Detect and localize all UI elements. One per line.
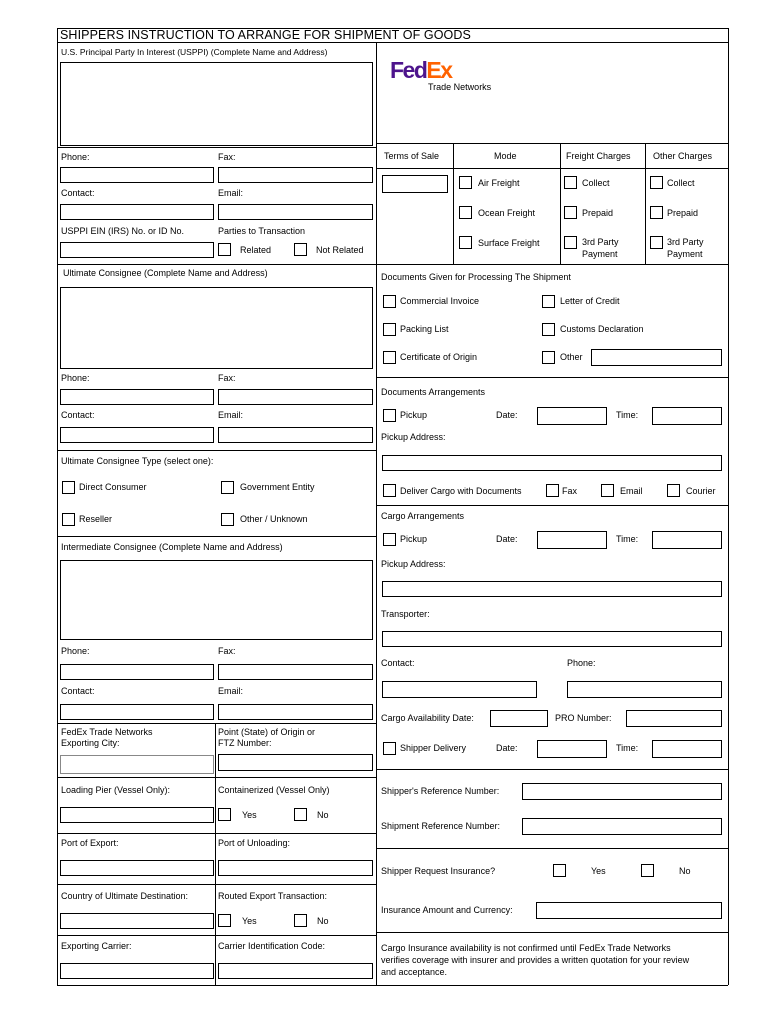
- certificate-origin-label: Certificate of Origin: [400, 352, 478, 362]
- freight-collect-label: Collect: [582, 178, 610, 188]
- mode-header: Mode: [494, 151, 517, 161]
- other-collect-checkbox[interactable]: [650, 176, 663, 189]
- logo-ex: Ex: [426, 57, 452, 83]
- cargo-availability-field[interactable]: [490, 710, 548, 727]
- docs-time-field[interactable]: [652, 407, 722, 425]
- rule: [57, 777, 376, 778]
- docs-date-field[interactable]: [537, 407, 607, 425]
- air-freight-checkbox[interactable]: [459, 176, 472, 189]
- ocean-freight-checkbox[interactable]: [459, 206, 472, 219]
- intermediate-phone-field[interactable]: [60, 664, 214, 680]
- consignee-contact-label: Contact:: [61, 410, 95, 420]
- related-checkbox[interactable]: [218, 243, 231, 256]
- point-origin-field[interactable]: [218, 754, 373, 771]
- consignee-phone-label: Phone:: [61, 373, 90, 383]
- commercial-invoice-checkbox[interactable]: [383, 295, 396, 308]
- rule: [215, 723, 216, 985]
- rule: [376, 505, 728, 506]
- docs-time-label: Time:: [616, 410, 639, 420]
- shipment-ref-label: Shipment Reference Number:: [381, 821, 501, 831]
- containerized-yes-checkbox[interactable]: [218, 808, 231, 821]
- not-related-checkbox[interactable]: [294, 243, 307, 256]
- insurance-amount-label: Insurance Amount and Currency:: [381, 905, 513, 915]
- rule: [57, 536, 376, 537]
- rule: [57, 450, 376, 451]
- usppi-phone-label: Phone:: [61, 152, 90, 162]
- containerized-no-label: No: [317, 810, 329, 820]
- frame-left: [57, 28, 58, 985]
- freight-prepaid-checkbox[interactable]: [564, 206, 577, 219]
- usppi-contact-field[interactable]: [60, 204, 214, 220]
- other-doc-label: Other: [560, 352, 583, 362]
- other-prepaid-label: Prepaid: [667, 208, 699, 218]
- docs-given-header: Documents Given for Processing The Shipment: [381, 272, 571, 282]
- form-title: SHIPPERS INSTRUCTION TO ARRANGE FOR SHIPMENT OF GOODS: [60, 28, 471, 42]
- loading-pier-label: Loading Pier (Vessel Only):: [61, 785, 171, 795]
- docs-pickup-address-field[interactable]: [382, 455, 722, 471]
- insurance-question-label: Shipper Request Insurance?: [381, 866, 496, 876]
- freight-third-party-label-line1: 3rd Party: [582, 237, 619, 247]
- freight-prepaid-label: Prepaid: [582, 208, 614, 218]
- title-rule: [57, 42, 728, 43]
- rule: [376, 264, 728, 265]
- usppi-name-address-field[interactable]: [60, 62, 373, 146]
- surface-freight-checkbox[interactable]: [459, 236, 472, 249]
- insurance-disclaimer-line1: Cargo Insurance availability is not confirmed until FedEx Trade Networks: [381, 943, 671, 953]
- consignee-fax-field[interactable]: [218, 389, 373, 405]
- usppi-phone-field[interactable]: [60, 167, 214, 183]
- rule: [376, 848, 728, 849]
- cargo-arrangements-header: Cargo Arrangements: [381, 511, 465, 521]
- direct-consumer-label: Direct Consumer: [79, 482, 147, 492]
- carrier-code-label: Carrier Identification Code:: [218, 941, 326, 951]
- government-entity-label: Government Entity: [240, 482, 315, 492]
- intermediate-email-field[interactable]: [218, 704, 373, 720]
- rule: [453, 143, 454, 264]
- rule: [560, 143, 561, 264]
- parties-label: Parties to Transaction: [218, 226, 306, 236]
- shipment-ref-field[interactable]: [522, 818, 722, 835]
- ocean-freight-label: Ocean Freight: [478, 208, 536, 218]
- usppi-ein-field[interactable]: [60, 242, 214, 258]
- rule: [376, 377, 728, 378]
- deliver-email-checkbox[interactable]: [601, 484, 614, 497]
- delivery-date-field[interactable]: [537, 740, 607, 758]
- fedex-logo: [390, 58, 510, 94]
- point-origin-label-line1: Point (State) of Origin or: [218, 727, 316, 737]
- packing-list-label: Packing List: [400, 324, 449, 334]
- letter-of-credit-checkbox[interactable]: [542, 295, 555, 308]
- insurance-yes-label: Yes: [591, 866, 606, 876]
- exporting-carrier-field[interactable]: [60, 963, 214, 979]
- shipper-ref-label: Shipper's Reference Number:: [381, 786, 500, 796]
- consignee-name-address-field[interactable]: [60, 287, 373, 369]
- containerized-label: Containerized (Vessel Only): [218, 785, 330, 795]
- containerized-no-checkbox[interactable]: [294, 808, 307, 821]
- shipper-ref-field[interactable]: [522, 783, 722, 800]
- freight-charges-header: Freight Charges: [566, 151, 631, 161]
- frame-right: [728, 28, 729, 985]
- insurance-amount-field[interactable]: [536, 902, 722, 919]
- letter-of-credit-label: Letter of Credit: [560, 296, 620, 306]
- consignee-header: Ultimate Consignee (Complete Name and Address): [63, 268, 268, 278]
- commercial-invoice-label: Commercial Invoice: [400, 296, 480, 306]
- rule: [645, 143, 646, 264]
- intermediate-fax-label: Fax:: [218, 646, 236, 656]
- air-freight-label: Air Freight: [478, 178, 520, 188]
- rule: [57, 147, 376, 148]
- intermediate-fax-field[interactable]: [218, 664, 373, 680]
- routed-label: Routed Export Transaction:: [218, 891, 328, 901]
- insurance-yes-checkbox[interactable]: [553, 864, 566, 877]
- cargo-time-label: Time:: [616, 534, 639, 544]
- consignee-email-label: Email:: [218, 410, 244, 420]
- deliver-cargo-label: Deliver Cargo with Documents: [400, 486, 522, 496]
- other-doc-checkbox[interactable]: [542, 351, 555, 364]
- cargo-contact-field[interactable]: [382, 681, 537, 698]
- routed-no-checkbox[interactable]: [294, 914, 307, 927]
- other-doc-field[interactable]: [591, 349, 722, 366]
- reseller-checkbox[interactable]: [62, 513, 75, 526]
- country-dest-label: Country of Ultimate Destination:: [61, 891, 189, 901]
- insurance-disclaimer-line2: verifies coverage with insurer and provides a written quotation for your review: [381, 955, 690, 965]
- freight-third-party-checkbox[interactable]: [564, 236, 577, 249]
- exporting-city-label-line1: FedEx Trade Networks: [61, 727, 153, 737]
- deliver-courier-label: Courier: [686, 486, 716, 496]
- not-related-label: Not Related: [316, 245, 364, 255]
- port-unloading-field[interactable]: [218, 860, 373, 876]
- port-unloading-label: Port of Unloading:: [218, 838, 291, 848]
- cargo-time-field[interactable]: [652, 531, 722, 549]
- rule: [376, 168, 728, 169]
- usppi-email-field[interactable]: [218, 204, 373, 220]
- docs-arrangements-header: Documents Arrangements: [381, 387, 486, 397]
- pro-number-field[interactable]: [626, 710, 722, 727]
- docs-pickup-label: Pickup: [400, 410, 428, 420]
- rule: [376, 769, 728, 770]
- containerized-yes-label: Yes: [242, 810, 257, 820]
- loading-pier-field[interactable]: [60, 807, 214, 823]
- other-collect-label: Collect: [667, 178, 695, 188]
- surface-freight-label: Surface Freight: [478, 238, 540, 248]
- rule: [57, 884, 376, 885]
- cargo-date-field[interactable]: [537, 531, 607, 549]
- customs-declaration-label: Customs Declaration: [560, 324, 644, 334]
- cargo-date-label: Date:: [496, 534, 518, 544]
- routed-no-label: No: [317, 916, 329, 926]
- delivery-time-field[interactable]: [652, 740, 722, 758]
- logo-fed: Fed: [390, 57, 427, 83]
- related-label: Related: [240, 245, 272, 255]
- deliver-cargo-checkbox[interactable]: [383, 484, 396, 497]
- cargo-pickup-address-label: Pickup Address:: [381, 559, 446, 569]
- cargo-pickup-address-field[interactable]: [382, 581, 722, 597]
- shipper-delivery-checkbox[interactable]: [383, 742, 396, 755]
- transporter-field[interactable]: [382, 631, 722, 647]
- cargo-contact-label: Contact:: [381, 658, 415, 668]
- other-charges-header: Other Charges: [653, 151, 713, 161]
- usppi-fax-label: Fax:: [218, 152, 236, 162]
- insurance-no-checkbox[interactable]: [641, 864, 654, 877]
- other-third-party-label-line2: Payment: [667, 249, 703, 259]
- rule: [57, 723, 376, 724]
- logo-wordmark: [390, 58, 452, 82]
- intermediate-contact-field[interactable]: [60, 704, 214, 720]
- terms-of-sale-field[interactable]: [382, 175, 448, 193]
- other-prepaid-checkbox[interactable]: [650, 206, 663, 219]
- government-entity-checkbox[interactable]: [221, 481, 234, 494]
- port-export-label: Port of Export:: [61, 838, 119, 848]
- shipper-delivery-label: Shipper Delivery: [400, 743, 467, 753]
- freight-collect-checkbox[interactable]: [564, 176, 577, 189]
- packing-list-checkbox[interactable]: [383, 323, 396, 336]
- logo-division: Trade Networks: [428, 82, 492, 92]
- docs-pickup-address-label: Pickup Address:: [381, 432, 446, 442]
- consignee-fax-label: Fax:: [218, 373, 236, 383]
- pro-number-label: PRO Number:: [555, 713, 612, 723]
- direct-consumer-checkbox[interactable]: [62, 481, 75, 494]
- other-third-party-checkbox[interactable]: [650, 236, 663, 249]
- other-unknown-checkbox[interactable]: [221, 513, 234, 526]
- deliver-email-label: Email: [620, 486, 643, 496]
- port-export-field[interactable]: [60, 860, 214, 876]
- deliver-courier-checkbox[interactable]: [667, 484, 680, 497]
- usppi-fax-field[interactable]: [218, 167, 373, 183]
- intermediate-email-label: Email:: [218, 686, 244, 696]
- intermediate-name-address-field[interactable]: [60, 560, 373, 640]
- exporting-city-field[interactable]: [60, 755, 214, 774]
- consignee-phone-field[interactable]: [60, 389, 214, 405]
- frame-bottom: [57, 985, 728, 986]
- intermediate-phone-label: Phone:: [61, 646, 90, 656]
- point-origin-label-line2: FTZ Number:: [218, 738, 272, 748]
- intermediate-header: Intermediate Consignee (Complete Name and Address): [61, 542, 283, 552]
- insurance-disclaimer-line3: and acceptance.: [381, 967, 448, 977]
- freight-third-party-label-line2: Payment: [582, 249, 618, 259]
- transporter-label: Transporter:: [381, 609, 430, 619]
- other-unknown-label: Other / Unknown: [240, 514, 308, 524]
- usppi-contact-label: Contact:: [61, 188, 95, 198]
- country-dest-field[interactable]: [60, 913, 214, 929]
- consignee-email-field[interactable]: [218, 427, 373, 443]
- delivery-date-label: Date:: [496, 743, 518, 753]
- cargo-pickup-checkbox[interactable]: [383, 533, 396, 546]
- delivery-time-label: Time:: [616, 743, 639, 753]
- exporting-carrier-label: Exporting Carrier:: [61, 941, 132, 951]
- docs-pickup-checkbox[interactable]: [383, 409, 396, 422]
- carrier-code-field[interactable]: [218, 963, 373, 979]
- deliver-fax-label: Fax: [562, 486, 578, 496]
- cargo-phone-label: Phone:: [567, 658, 596, 668]
- reseller-label: Reseller: [79, 514, 113, 524]
- rule: [57, 833, 376, 834]
- other-third-party-label-line1: 3rd Party: [667, 237, 704, 247]
- certificate-origin-checkbox[interactable]: [383, 351, 396, 364]
- usppi-ein-label: USPPI EIN (IRS) No. or ID No.: [61, 226, 185, 236]
- routed-yes-checkbox[interactable]: [218, 914, 231, 927]
- cargo-pickup-label: Pickup: [400, 534, 428, 544]
- column-divider: [376, 42, 377, 985]
- rule: [57, 264, 376, 265]
- docs-date-label: Date:: [496, 410, 518, 420]
- cargo-phone-field[interactable]: [567, 681, 722, 698]
- rule: [376, 143, 728, 144]
- rule: [376, 932, 728, 933]
- cargo-availability-label: Cargo Availability Date:: [381, 713, 474, 723]
- intermediate-contact-label: Contact:: [61, 686, 95, 696]
- exporting-city-label-line2: Exporting City:: [61, 738, 120, 748]
- terms-of-sale-header: Terms of Sale: [384, 151, 440, 161]
- routed-yes-label: Yes: [242, 916, 257, 926]
- usppi-header: U.S. Principal Party In Interest (USPPI) (Complete Name and Address): [61, 47, 328, 57]
- consignee-type-label: Ultimate Consignee Type (select one):: [61, 456, 214, 466]
- usppi-email-label: Email:: [218, 188, 244, 198]
- deliver-fax-checkbox[interactable]: [546, 484, 559, 497]
- customs-declaration-checkbox[interactable]: [542, 323, 555, 336]
- rule: [57, 935, 376, 936]
- insurance-no-label: No: [679, 866, 691, 876]
- consignee-contact-field[interactable]: [60, 427, 214, 443]
